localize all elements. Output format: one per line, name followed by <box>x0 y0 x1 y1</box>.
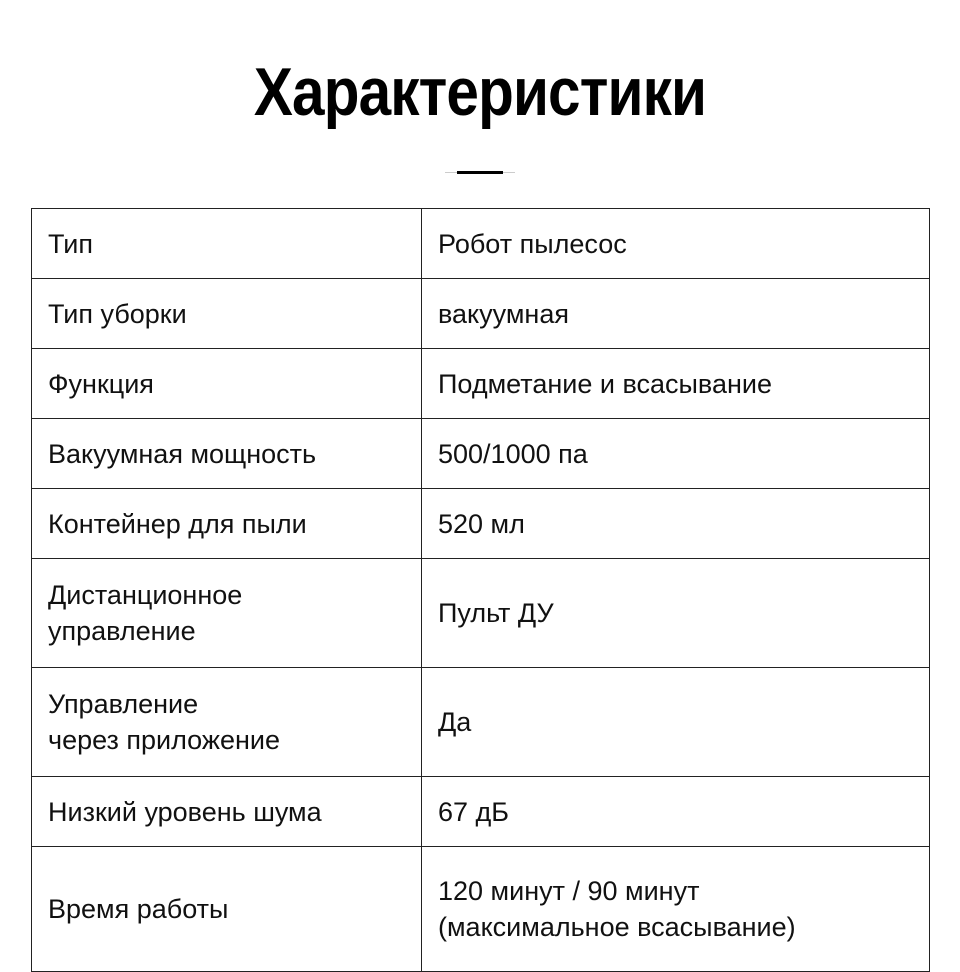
table-row <box>32 668 930 777</box>
spec-key-text: Контейнер для пыли <box>48 508 307 539</box>
spec-key <box>32 209 422 279</box>
spec-key <box>32 489 422 559</box>
spec-value <box>422 777 930 847</box>
spec-key <box>32 279 422 349</box>
table-row <box>32 777 930 847</box>
table-row <box>32 559 930 668</box>
spec-key <box>32 559 422 668</box>
spec-value-text: 500/1000 па <box>438 438 588 469</box>
spec-value-text: 67 дБ <box>438 796 510 827</box>
spec-key-text: Тип <box>48 228 94 259</box>
spec-value-text: 520 мл <box>438 508 525 539</box>
table-row <box>32 847 930 972</box>
spec-value-text: Подметание и всасывание <box>438 368 772 399</box>
spec-value <box>422 349 930 419</box>
spec-key-text: Время работы <box>48 894 229 924</box>
table-row <box>32 349 930 419</box>
spec-value <box>422 209 930 279</box>
title-divider-accent <box>457 171 503 174</box>
specs-table <box>31 208 930 972</box>
spec-key <box>32 419 422 489</box>
spec-key-text: Низкий уровень шума <box>48 796 322 827</box>
page-title: Характеристики <box>253 54 707 130</box>
table-row <box>32 419 930 489</box>
spec-value-text: Пульт ДУ <box>438 598 554 628</box>
spec-value-text: 120 минут / 90 минут (максимальное всасывание) <box>438 876 796 942</box>
spec-value <box>422 489 930 559</box>
spec-key-text: Управление через приложение <box>48 689 280 755</box>
table-row <box>32 209 930 279</box>
spec-value <box>422 668 930 777</box>
spec-value <box>422 559 930 668</box>
spec-value-text: Робот пылесос <box>438 228 627 259</box>
table-row <box>32 489 930 559</box>
spec-value <box>422 847 930 972</box>
spec-key <box>32 668 422 777</box>
spec-value-text: Да <box>438 707 472 737</box>
spec-key <box>32 349 422 419</box>
spec-value <box>422 279 930 349</box>
spec-key-text: Тип уборки <box>48 298 187 329</box>
spec-key <box>32 847 422 972</box>
spec-value-text: вакуумная <box>438 298 569 329</box>
spec-value <box>422 419 930 489</box>
spec-key <box>32 777 422 847</box>
spec-key-text: Функция <box>48 368 154 399</box>
table-row <box>32 279 930 349</box>
spec-key-text: Вакуумная мощность <box>48 438 317 469</box>
spec-key-text: Дистанционное управление <box>48 580 243 646</box>
